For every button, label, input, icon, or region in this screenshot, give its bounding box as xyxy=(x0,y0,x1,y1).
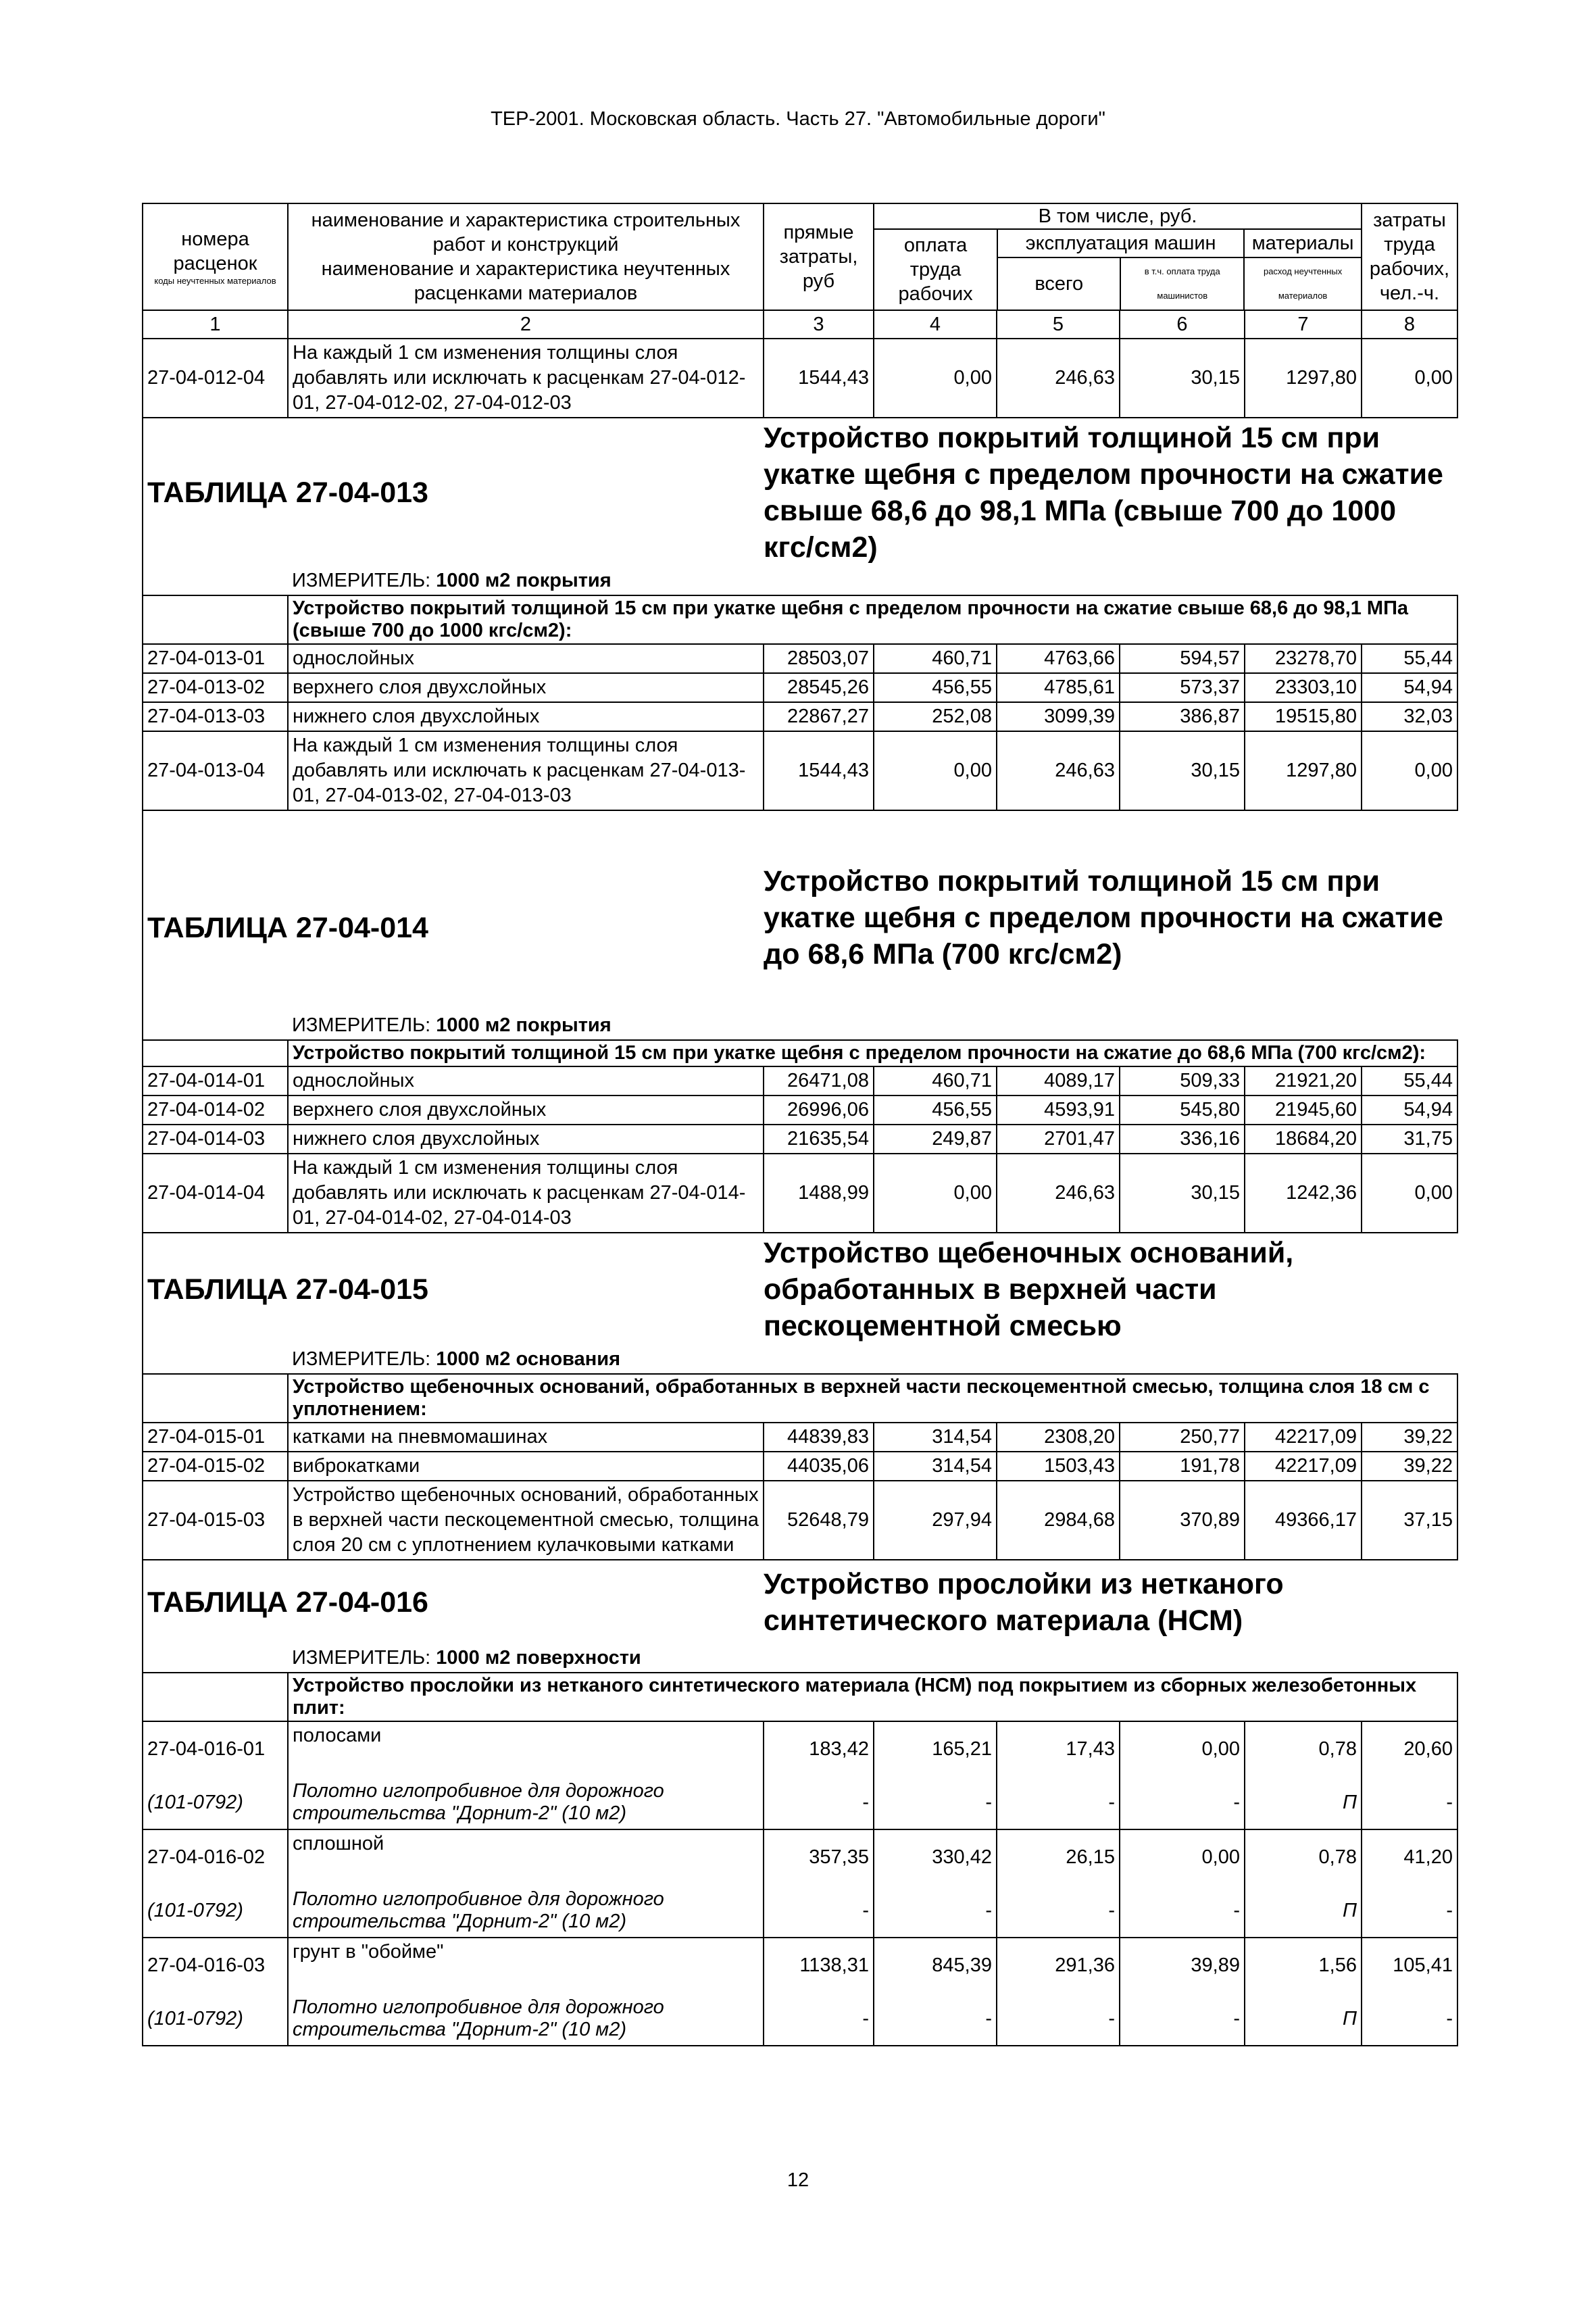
rate-code: 27-04-015-02 xyxy=(143,1452,288,1481)
machines-total: 3099,39 xyxy=(997,702,1120,731)
rate-code: 27-04-013-03 xyxy=(143,702,288,731)
materials: 1297,80 xyxy=(1245,731,1362,810)
operator-pay: - xyxy=(1120,1884,1245,1938)
materials: 42217,09 xyxy=(1245,1423,1362,1452)
labor-hours: 54,94 xyxy=(1362,673,1457,702)
materials: 1297,80 xyxy=(1245,339,1362,418)
labor-pay: 165,21 xyxy=(874,1721,997,1776)
labor-pay: 314,54 xyxy=(874,1452,997,1481)
machines-total: 1503,43 xyxy=(997,1452,1120,1481)
table-row xyxy=(143,1938,1457,1992)
material-code: (101-0792) xyxy=(143,1776,288,1829)
machines-total: 2984,68 xyxy=(997,1481,1120,1560)
rate-code: 27-04-016-03 xyxy=(143,1938,288,1992)
document-header: ТЕР-2001. Московская область. Часть 27. "Автомобильные дороги" xyxy=(491,108,1105,130)
labor-hours: 31,75 xyxy=(1362,1125,1457,1154)
direct-costs: 26996,06 xyxy=(764,1096,874,1125)
table-title: Устройство щебеночных оснований, обработанных в верхней части пескоцементной смесью xyxy=(764,1237,1294,1342)
rate-name: виброкатками xyxy=(288,1452,764,1481)
direct-costs: 1544,43 xyxy=(764,339,874,418)
rate-code: 27-04-013-01 xyxy=(143,644,288,673)
measure-unit-value: 1000 м2 покрытия xyxy=(436,570,612,591)
material-row xyxy=(143,1884,1457,1938)
table-title: Устройство покрытий толщиной 15 см при укатке щебня с пределом прочности на сжатие свыше 68,6 до 98,1 МПа (свыше 700 до 1000 кгс/см2) xyxy=(764,422,1443,564)
labor-pay: 252,08 xyxy=(874,702,997,731)
direct-costs: 28545,26 xyxy=(764,673,874,702)
labor-hours: 0,00 xyxy=(1362,731,1457,810)
labor-pay: - xyxy=(874,1884,997,1938)
direct-costs: 26471,08 xyxy=(764,1066,874,1096)
labor-hours: 39,22 xyxy=(1362,1452,1457,1481)
material-usage: П xyxy=(1245,1776,1362,1829)
materials: 21945,60 xyxy=(1245,1096,1362,1125)
rate-code: 27-04-014-01 xyxy=(143,1066,288,1096)
group-row xyxy=(143,1673,1457,1721)
rate-code: 27-04-014-04 xyxy=(143,1154,288,1233)
labor-hours: 32,03 xyxy=(1362,702,1457,731)
group-description: Устройство покрытий толщиной 15 см при укатке щебня с пределом прочности на сжатие свыше 68,6 до 98,1 МПа (свыше 700 до 1000 кгс/см2): xyxy=(288,595,1457,644)
table-title-row xyxy=(143,1233,1457,1346)
materials: 49366,17 xyxy=(1245,1481,1362,1560)
machines-total: 17,43 xyxy=(997,1721,1120,1776)
col-header-machines: эксплуатация машин xyxy=(997,230,1244,257)
direct-costs: 183,42 xyxy=(764,1721,874,1776)
col-number: 8 xyxy=(1362,310,1457,339)
rate-name: верхнего слоя двухслойных xyxy=(288,1096,764,1125)
machines-total: 4593,91 xyxy=(997,1096,1120,1125)
labor-pay: 460,71 xyxy=(874,644,997,673)
rate-code: 27-04-015-01 xyxy=(143,1423,288,1452)
labor-hours: 39,22 xyxy=(1362,1423,1457,1452)
direct-costs: 21635,54 xyxy=(764,1125,874,1154)
measure-unit-value: 1000 м2 основания xyxy=(436,1348,621,1370)
rate-name: верхнего слоя двухслойных xyxy=(288,673,764,702)
table-title: Устройство покрытий толщиной 15 см при укатке щебня с пределом прочности на сжатие до 68,6 МПа (700 кгс/см2) xyxy=(764,864,1443,970)
operator-pay: 370,89 xyxy=(1120,1481,1245,1560)
labor-hours: - xyxy=(1362,1992,1457,2046)
rate-name: нижнего слоя двухслойных xyxy=(288,1125,764,1154)
direct-costs: 22867,27 xyxy=(764,702,874,731)
material-code: (101-0792) xyxy=(143,1884,288,1938)
table-label: ТАБЛИЦА 27-04-013 xyxy=(143,418,764,567)
table-label: ТАБЛИЦА 27-04-014 xyxy=(143,810,764,1012)
group-description: Устройство прослойки из нетканого синтетического материала (НСМ) под покрытием из сборных железобетонных плит: xyxy=(288,1673,1457,1721)
direct-costs: - xyxy=(764,1776,874,1829)
operator-pay: 545,80 xyxy=(1120,1096,1245,1125)
measure-unit-prefix: ИЗМЕРИТЕЛЬ: xyxy=(292,1647,437,1669)
table-row xyxy=(143,673,1457,702)
col-header-code xyxy=(143,203,288,310)
rate-name: сплошной xyxy=(288,1829,764,1884)
rate-code: 27-04-016-01 xyxy=(143,1721,288,1776)
rate-code: 27-04-013-02 xyxy=(143,673,288,702)
group-row xyxy=(143,595,1457,644)
direct-costs: - xyxy=(764,1992,874,2046)
machines-total: 26,15 xyxy=(997,1829,1120,1884)
rate-name: Устройство щебеночных оснований, обработанных в верхней части пескоцементной смесью, толщина слоя 20 см с уплотнением кулачковыми катками xyxy=(288,1481,764,1560)
material-row xyxy=(143,1992,1457,2046)
table-row xyxy=(143,1452,1457,1481)
table-row xyxy=(143,1423,1457,1452)
direct-costs: 44035,06 xyxy=(764,1452,874,1481)
labor-pay: - xyxy=(874,1992,997,2046)
labor-pay: 460,71 xyxy=(874,1066,997,1096)
table-row xyxy=(143,731,1457,810)
table-row xyxy=(143,1481,1457,1560)
labor-hours: - xyxy=(1362,1884,1457,1938)
unit-row xyxy=(143,1346,1457,1374)
material-usage: П xyxy=(1245,1992,1362,2046)
operator-pay: 573,37 xyxy=(1120,673,1245,702)
labor-pay: 0,00 xyxy=(874,731,997,810)
measure-unit-value: 1000 м2 покрытия xyxy=(436,1014,612,1036)
machines-total: - xyxy=(997,1992,1120,2046)
labor-hours: 105,41 xyxy=(1362,1938,1457,1992)
labor-pay: 249,87 xyxy=(874,1125,997,1154)
operator-pay: 250,77 xyxy=(1120,1423,1245,1452)
col-header-including xyxy=(874,203,1362,310)
labor-pay: 845,39 xyxy=(874,1938,997,1992)
operator-pay: 191,78 xyxy=(1120,1452,1245,1481)
col-header-materials: материалы xyxy=(1244,230,1361,257)
col-header-labor-hours: затраты труда рабочих, чел.-ч. xyxy=(1362,203,1457,310)
labor-hours: 41,20 xyxy=(1362,1829,1457,1884)
materials: 23303,10 xyxy=(1245,673,1362,702)
unit-row xyxy=(143,1012,1457,1040)
materials: 42217,09 xyxy=(1245,1452,1362,1481)
labor-hours: 20,60 xyxy=(1362,1721,1457,1776)
operator-pay: 30,15 xyxy=(1120,339,1245,418)
table-row xyxy=(143,1154,1457,1233)
rate-code: 27-04-015-03 xyxy=(143,1481,288,1560)
col-header-including-label: В том числе, руб. xyxy=(874,204,1361,230)
measure-unit-prefix: ИЗМЕРИТЕЛЬ: xyxy=(292,570,437,591)
measure-unit-value: 1000 м2 поверхности xyxy=(436,1647,641,1669)
col-number: 4 xyxy=(874,310,997,339)
rates-table xyxy=(142,203,1458,2046)
direct-costs: 1138,31 xyxy=(764,1938,874,1992)
machines-total: 246,63 xyxy=(997,339,1120,418)
col-number: 6 xyxy=(1120,310,1245,339)
col-header-material-code: коды неучтенных материалов xyxy=(154,276,276,286)
operator-pay: 30,15 xyxy=(1120,731,1245,810)
col-number: 5 xyxy=(997,310,1120,339)
materials: 0,78 xyxy=(1245,1829,1362,1884)
page-number: 12 xyxy=(787,2169,809,2191)
direct-costs: 44839,83 xyxy=(764,1423,874,1452)
col-header-machines-total: всего xyxy=(997,257,1120,310)
direct-costs: 1544,43 xyxy=(764,731,874,810)
materials: 0,78 xyxy=(1245,1721,1362,1776)
labor-pay: 297,94 xyxy=(874,1481,997,1560)
table-row xyxy=(143,1125,1457,1154)
labor-pay: 456,55 xyxy=(874,1096,997,1125)
rate-name: На каждый 1 см изменения толщины слоя добавлять или исключать к расценкам 27-04-014-01, 27-04-014-02, 27-04-014-03 xyxy=(288,1154,764,1233)
operator-pay: 39,89 xyxy=(1120,1938,1245,1992)
materials: 1,56 xyxy=(1245,1938,1362,1992)
rate-code: 27-04-013-04 xyxy=(143,731,288,810)
col-header-operator-pay: в т.ч. оплата труда машинистов xyxy=(1120,257,1244,310)
labor-hours: 55,44 xyxy=(1362,644,1457,673)
material-name: Полотно иглопробивное для дорожного строительства "Дорнит-2" (10 м2) xyxy=(288,1776,764,1829)
measure-unit-prefix: ИЗМЕРИТЕЛЬ: xyxy=(292,1014,437,1036)
labor-hours: 0,00 xyxy=(1362,1154,1457,1233)
rate-code: 27-04-014-03 xyxy=(143,1125,288,1154)
rate-name: На каждый 1 см изменения толщины слоя добавлять или исключать к расценкам 27-04-013-01, 27-04-013-02, 27-04-013-03 xyxy=(288,731,764,810)
measure-unit xyxy=(288,1346,1457,1374)
unit-row xyxy=(143,1644,1457,1673)
rate-code: 27-04-014-02 xyxy=(143,1096,288,1125)
materials: 23278,70 xyxy=(1245,644,1362,673)
table-row xyxy=(143,1066,1457,1096)
labor-hours: 54,94 xyxy=(1362,1096,1457,1125)
col-header-code-label: номера расценок xyxy=(173,228,257,274)
labor-pay: 314,54 xyxy=(874,1423,997,1452)
table-row xyxy=(143,1096,1457,1125)
table-row xyxy=(143,1829,1457,1884)
material-row xyxy=(143,1776,1457,1829)
machines-total: - xyxy=(997,1776,1120,1829)
rate-name: полосами xyxy=(288,1721,764,1776)
table-title-row xyxy=(143,810,1457,1012)
col-header-name-label: наименование и характеристика строительных работ и конструкций xyxy=(311,210,741,255)
table-row xyxy=(143,1721,1457,1776)
col-number: 2 xyxy=(288,310,764,339)
machines-total: 4785,61 xyxy=(997,673,1120,702)
materials: 1242,36 xyxy=(1245,1154,1362,1233)
measure-unit xyxy=(288,1644,1457,1673)
labor-pay: 456,55 xyxy=(874,673,997,702)
operator-pay: 386,87 xyxy=(1120,702,1245,731)
operator-pay: 30,15 xyxy=(1120,1154,1245,1233)
rate-name: катками на пневмомашинах xyxy=(288,1423,764,1452)
machines-total: 246,63 xyxy=(997,731,1120,810)
operator-pay: - xyxy=(1120,1776,1245,1829)
col-number: 7 xyxy=(1245,310,1362,339)
labor-hours: 55,44 xyxy=(1362,1066,1457,1096)
materials: 18684,20 xyxy=(1245,1125,1362,1154)
operator-pay: 0,00 xyxy=(1120,1721,1245,1776)
col-header-material-name: наименование и характеристика неучтенных расценками материалов xyxy=(321,258,730,304)
operator-pay: 336,16 xyxy=(1120,1125,1245,1154)
rate-name: однослойных xyxy=(288,644,764,673)
col-header-name xyxy=(288,203,764,310)
labor-hours: 37,15 xyxy=(1362,1481,1457,1560)
col-number: 3 xyxy=(764,310,874,339)
labor-hours: - xyxy=(1362,1776,1457,1829)
labor-hours: 0,00 xyxy=(1362,339,1457,418)
group-row xyxy=(143,1374,1457,1423)
col-header-material-usage: расход неучтенных материалов xyxy=(1263,266,1343,301)
group-description: Устройство покрытий толщиной 15 см при укатке щебня с пределом прочности на сжатие до 68,6 МПа (700 кгс/см2): xyxy=(288,1040,1457,1066)
table-row xyxy=(143,644,1457,673)
labor-pay: 0,00 xyxy=(874,339,997,418)
machines-total: 2308,20 xyxy=(997,1423,1120,1452)
operator-pay: 509,33 xyxy=(1120,1066,1245,1096)
material-name: Полотно иглопробивное для дорожного строительства "Дорнит-2" (10 м2) xyxy=(288,1884,764,1938)
machines-total: 4089,17 xyxy=(997,1066,1120,1096)
direct-costs: - xyxy=(764,1884,874,1938)
direct-costs: 357,35 xyxy=(764,1829,874,1884)
machines-total: 4763,66 xyxy=(997,644,1120,673)
material-usage: П xyxy=(1245,1884,1362,1938)
rate-code: 27-04-012-04 xyxy=(143,339,288,418)
material-name: Полотно иглопробивное для дорожного строительства "Дорнит-2" (10 м2) xyxy=(288,1992,764,2046)
machines-total: - xyxy=(997,1884,1120,1938)
direct-costs: 1488,99 xyxy=(764,1154,874,1233)
labor-pay: - xyxy=(874,1776,997,1829)
operator-pay: 0,00 xyxy=(1120,1829,1245,1884)
table-row xyxy=(143,339,1457,418)
table-row xyxy=(143,702,1457,731)
machines-total: 291,36 xyxy=(997,1938,1120,1992)
column-numbers-row xyxy=(143,310,1457,339)
rate-code: 27-04-016-02 xyxy=(143,1829,288,1884)
table-label: ТАБЛИЦА 27-04-015 xyxy=(143,1233,764,1346)
rate-name: нижнего слоя двухслойных xyxy=(288,702,764,731)
rate-name: На каждый 1 см изменения толщины слоя добавлять или исключать к расценкам 27-04-012-01, 27-04-012-02, 27-04-012-03 xyxy=(288,339,764,418)
table-title-row xyxy=(143,418,1457,567)
measure-unit xyxy=(288,567,1457,595)
operator-pay: - xyxy=(1120,1992,1245,2046)
table-label: ТАБЛИЦА 27-04-016 xyxy=(143,1560,764,1644)
rate-name: однослойных xyxy=(288,1066,764,1096)
col-number: 1 xyxy=(143,310,288,339)
table-title: Устройство прослойки из нетканого синтетического материала (НСМ) xyxy=(764,1568,1284,1637)
labor-pay: 0,00 xyxy=(874,1154,997,1233)
unit-row xyxy=(143,567,1457,595)
direct-costs: 52648,79 xyxy=(764,1481,874,1560)
table-title-row xyxy=(143,1560,1457,1644)
operator-pay: 594,57 xyxy=(1120,644,1245,673)
machines-total: 2701,47 xyxy=(997,1125,1120,1154)
labor-pay: 330,42 xyxy=(874,1829,997,1884)
group-row xyxy=(143,1040,1457,1066)
materials: 21921,20 xyxy=(1245,1066,1362,1096)
direct-costs: 28503,07 xyxy=(764,644,874,673)
materials: 19515,80 xyxy=(1245,702,1362,731)
col-header-direct-costs: прямые затраты, руб xyxy=(764,203,874,310)
group-description: Устройство щебеночных оснований, обработанных в верхней части пескоцементной смесью, толщина слоя 18 см с уплотнением: xyxy=(288,1374,1457,1423)
col-header-labor-pay: оплата труда рабочих xyxy=(874,230,997,310)
header-row xyxy=(143,203,1457,310)
measure-unit xyxy=(288,1012,1457,1040)
measure-unit-prefix: ИЗМЕРИТЕЛЬ: xyxy=(292,1348,437,1370)
machines-total: 246,63 xyxy=(997,1154,1120,1233)
rate-name: грунт в "обойме" xyxy=(288,1938,764,1992)
material-code: (101-0792) xyxy=(143,1992,288,2046)
